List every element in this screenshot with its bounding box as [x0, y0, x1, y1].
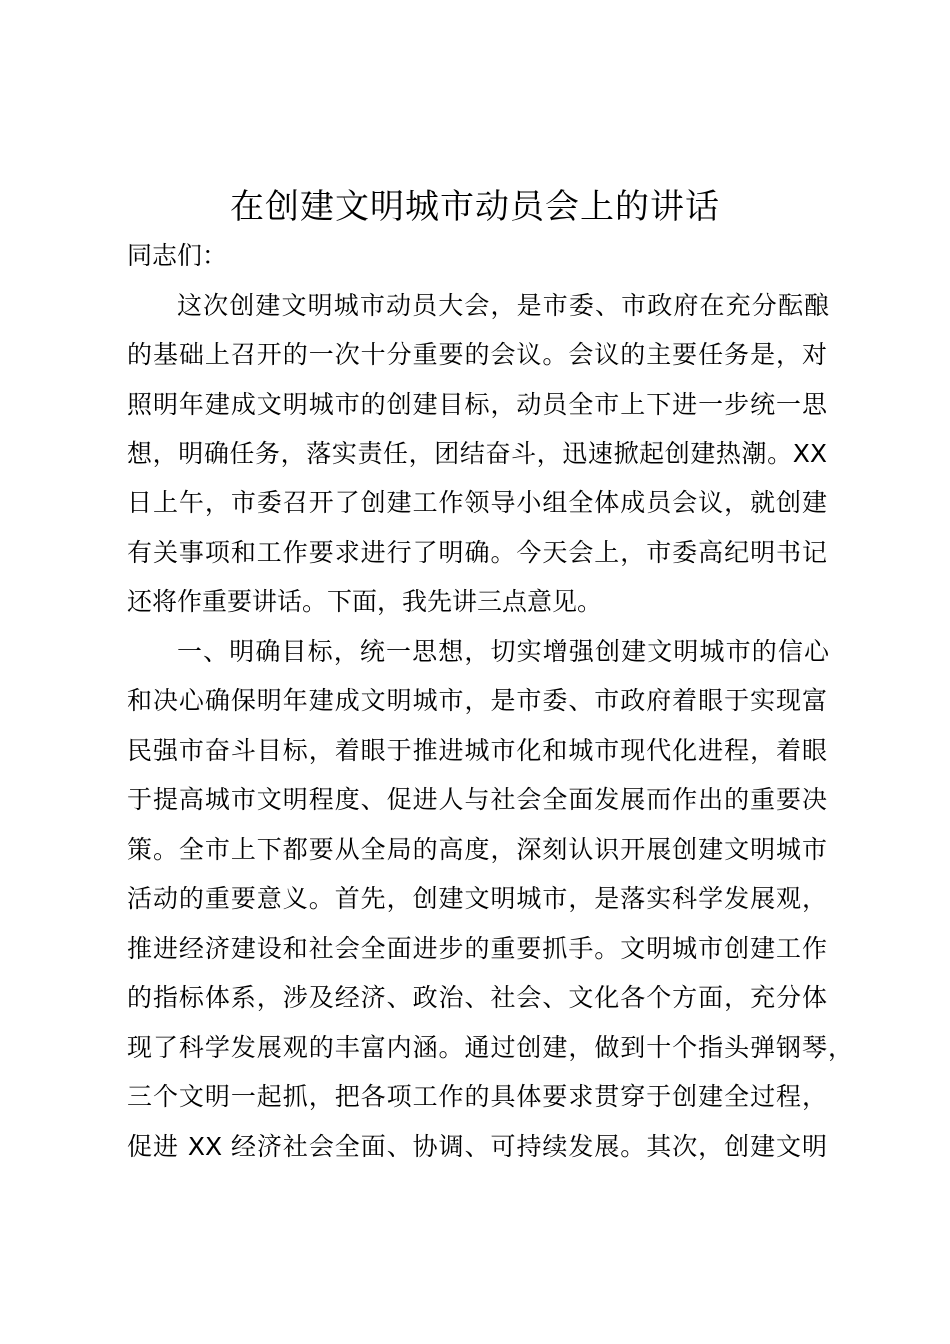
paragraph-line: 现了科学发展观的丰富内涵。通过创建，做到十个指头弹钢琴， — [127, 1033, 853, 1062]
paragraph-line: 推进经济建设和社会全面进步的重要抓手。文明城市创建工作 — [127, 934, 827, 963]
paragraph-line: 活动的重要意义。首先，创建文明城市，是落实科学发展观， — [127, 884, 827, 913]
paragraph-line: 想，明确任务，落实责任，团结奋斗，迅速掀起创建热潮。XX — [127, 439, 827, 468]
paragraph-line: 的基础上召开的一次十分重要的会议。会议的主要任务是，对 — [127, 340, 827, 369]
salutation: 同志们： — [127, 241, 228, 270]
paragraph-line: 于提高城市文明程度、促进人与社会全面发展而作出的重要决 — [127, 785, 827, 814]
paragraph-line: 促进 XX 经济社会全面、协调、可持续发展。其次，创建文明 — [127, 1132, 827, 1161]
paragraph-line: 三个文明一起抓，把各项工作的具体要求贯穿于创建全过程， — [127, 1082, 827, 1111]
document-title: 在创建文明城市动员会上的讲话 — [230, 187, 720, 227]
paragraph-line: 照明年建成文明城市的创建目标，动员全市上下进一步统一思 — [127, 390, 827, 419]
paragraph-line: 一、明确目标，统一思想，切实增强创建文明城市的信心 — [177, 637, 829, 666]
paragraph-line: 日上午，市委召开了创建工作领导小组全体成员会议，就创建 — [127, 488, 827, 517]
paragraph-line: 这次创建文明城市动员大会，是市委、市政府在充分酝酿 — [177, 291, 829, 320]
paragraph-line: 的指标体系，涉及经济、政治、社会、文化各个方面，充分体 — [127, 983, 827, 1012]
paragraph-line: 有关事项和工作要求进行了明确。今天会上，市委高纪明书记 — [127, 538, 827, 567]
paragraph-line: 和决心确保明年建成文明城市，是市委、市政府着眼于实现富 — [127, 686, 827, 715]
paragraph-line: 民强市奋斗目标，着眼于推进城市化和城市现代化进程，着眼 — [127, 736, 827, 765]
paragraph-line: 策。全市上下都要从全局的高度，深刻认识开展创建文明城市 — [127, 835, 827, 864]
paragraph-line: 还将作重要讲话。下面，我先讲三点意见。 — [127, 587, 603, 616]
